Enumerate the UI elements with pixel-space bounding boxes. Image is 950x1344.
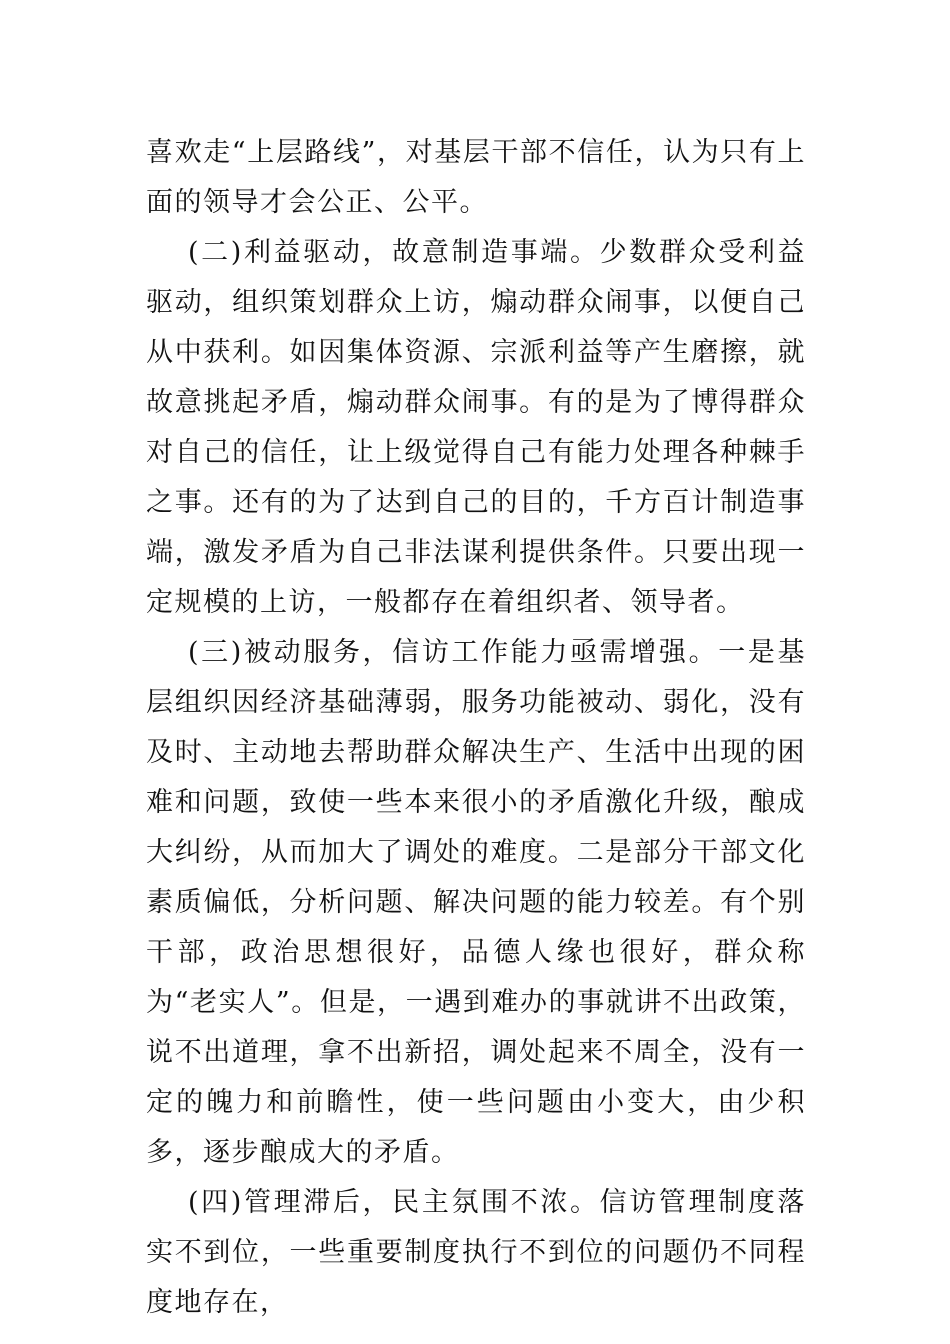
document-page [146,128,806,1328]
paragraph-section-4: (四)管理滞后，民主氛围不浓。信访管理制度落实不到位，一些重要制度执行不到位的问题仍不同程度地存在， [146,1187,806,1318]
paragraph-section-3: (三)被动服务，信访工作能力亟需增强。一是基层组织因经济基础薄弱，服务功能被动、弱化，没有及时、主动地去帮助群众解决生产、生活中出现的困难和问题，致使一些本来很小的矛盾激化升级，酿成大纠纷，从而加大了调处的难度。二是部分干部文化素质偏低，分析问题、解决问题的能力较差。有个别干部，政治思想很好，品德人缘也很好，群众称为“老实人”。但是，一遇到难办的事就讲不出政策，说不出道理，拿不出新招，调处起来不周全，没有一定的魄力和前瞻性，使一些问题由小变大，由少积多，逐步酿成大的矛盾。 [146,637,806,1168]
paragraph-section-2: (二)利益驱动，故意制造事端。少数群众受利益驱动，组织策划群众上访，煽动群众闹事，以便自己从中获利。如因集体资源、宗派利益等产生磨擦，就故意挑起矛盾，煽动群众闹事。有的是为了博得群众对自己的信任，让上级觉得自己有能力处理各种棘手之事。还有的为了达到自己的目的，千方百计制造事端，激发矛盾为自己非法谋利提供条件。只要出现一定规模的上访，一般都存在着组织者、领导者。 [146,237,806,618]
paragraph-continuation: 喜欢走“上层路线”，对基层干部不信任，认为只有上面的领导才会公正、公平。 [146,137,806,218]
